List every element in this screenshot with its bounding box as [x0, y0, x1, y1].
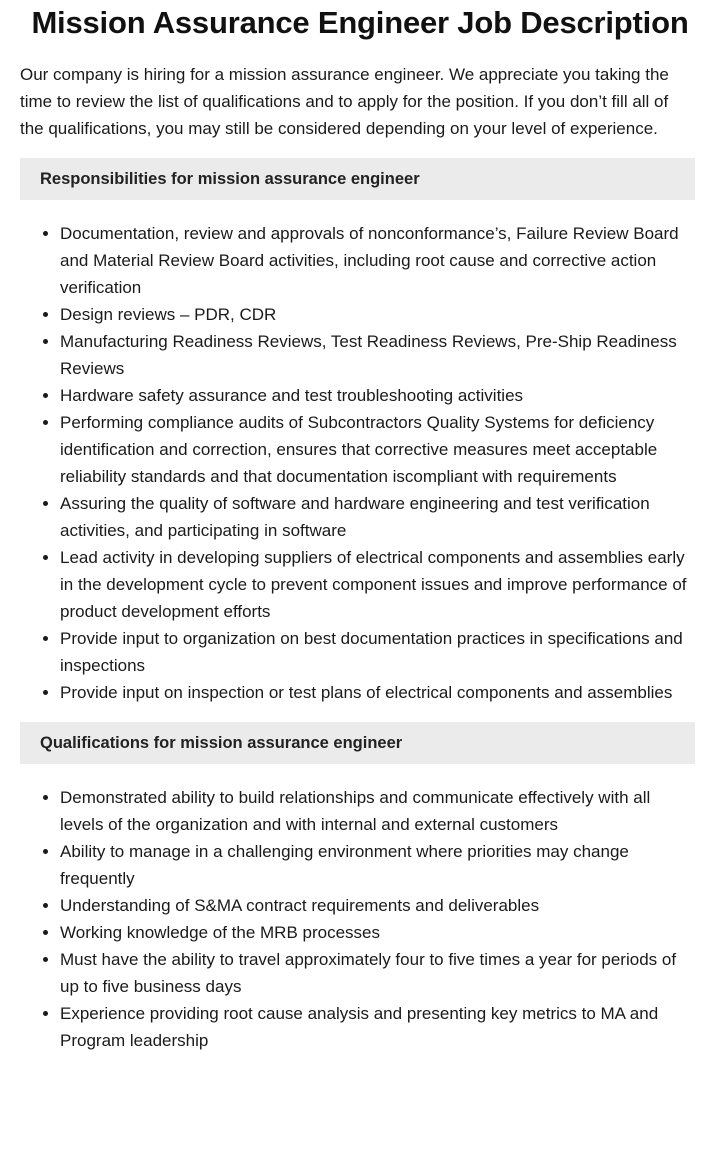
responsibilities-heading: Responsibilities for mission assurance engineer [20, 158, 695, 200]
list-item: • Performing compliance audits of Subcontractors Quality Systems for deficiency identification and correction, ensures that corrective measures meet acceptable reliability standards and that documentation iscompliant with requirements [60, 409, 695, 490]
list-item: • Documentation, review and approvals of nonconformance’s, Failure Review Board and Material Review Board activities, including root cause and corrective action verification [60, 220, 695, 301]
list-item: • Understanding of S&MA contract requirements and deliverables [60, 892, 695, 919]
responsibilities-list [20, 220, 695, 706]
list-item: • Must have the ability to travel approximately four to five times a year for periods of up to five business days [60, 946, 695, 1000]
list-item: • Demonstrated ability to build relationships and communicate effectively with all levels of the organization and with internal and external customers [60, 784, 695, 838]
list-item: • Assuring the quality of software and hardware engineering and test verification activities, and participating in software [60, 490, 695, 544]
list-item: • Experience providing root cause analysis and presenting key metrics to MA and Program leadership [60, 1000, 695, 1054]
list-item: • Ability to manage in a challenging environment where priorities may change frequently [60, 838, 695, 892]
list-item: • Manufacturing Readiness Reviews, Test Readiness Reviews, Pre-Ship Readiness Reviews [60, 328, 695, 382]
list-item: • Lead activity in developing suppliers of electrical components and assemblies early in the development cycle to prevent component issues and improve performance of product development efforts [60, 544, 695, 625]
page-title: Mission Assurance Engineer Job Description [31, 5, 689, 40]
list-item: • Hardware safety assurance and test troubleshooting activities [60, 382, 695, 409]
list-item: • Working knowledge of the MRB processes [60, 919, 695, 946]
qualifications-heading: Qualifications for mission assurance engineer [20, 722, 695, 764]
intro-paragraph: Our company is hiring for a mission assurance engineer. We appreciate you taking the time to review the list of qualifications and to apply for the position. If you don’t fill all of the qualifications, you may still be considered depending on your level of experience. [20, 65, 669, 138]
list-item: • Design reviews – PDR, CDR [60, 301, 695, 328]
list-item: • Provide input to organization on best documentation practices in specifications and inspections [60, 625, 695, 679]
list-item: • Provide input on inspection or test plans of electrical components and assemblies [60, 679, 695, 706]
qualifications-list [20, 784, 695, 1054]
